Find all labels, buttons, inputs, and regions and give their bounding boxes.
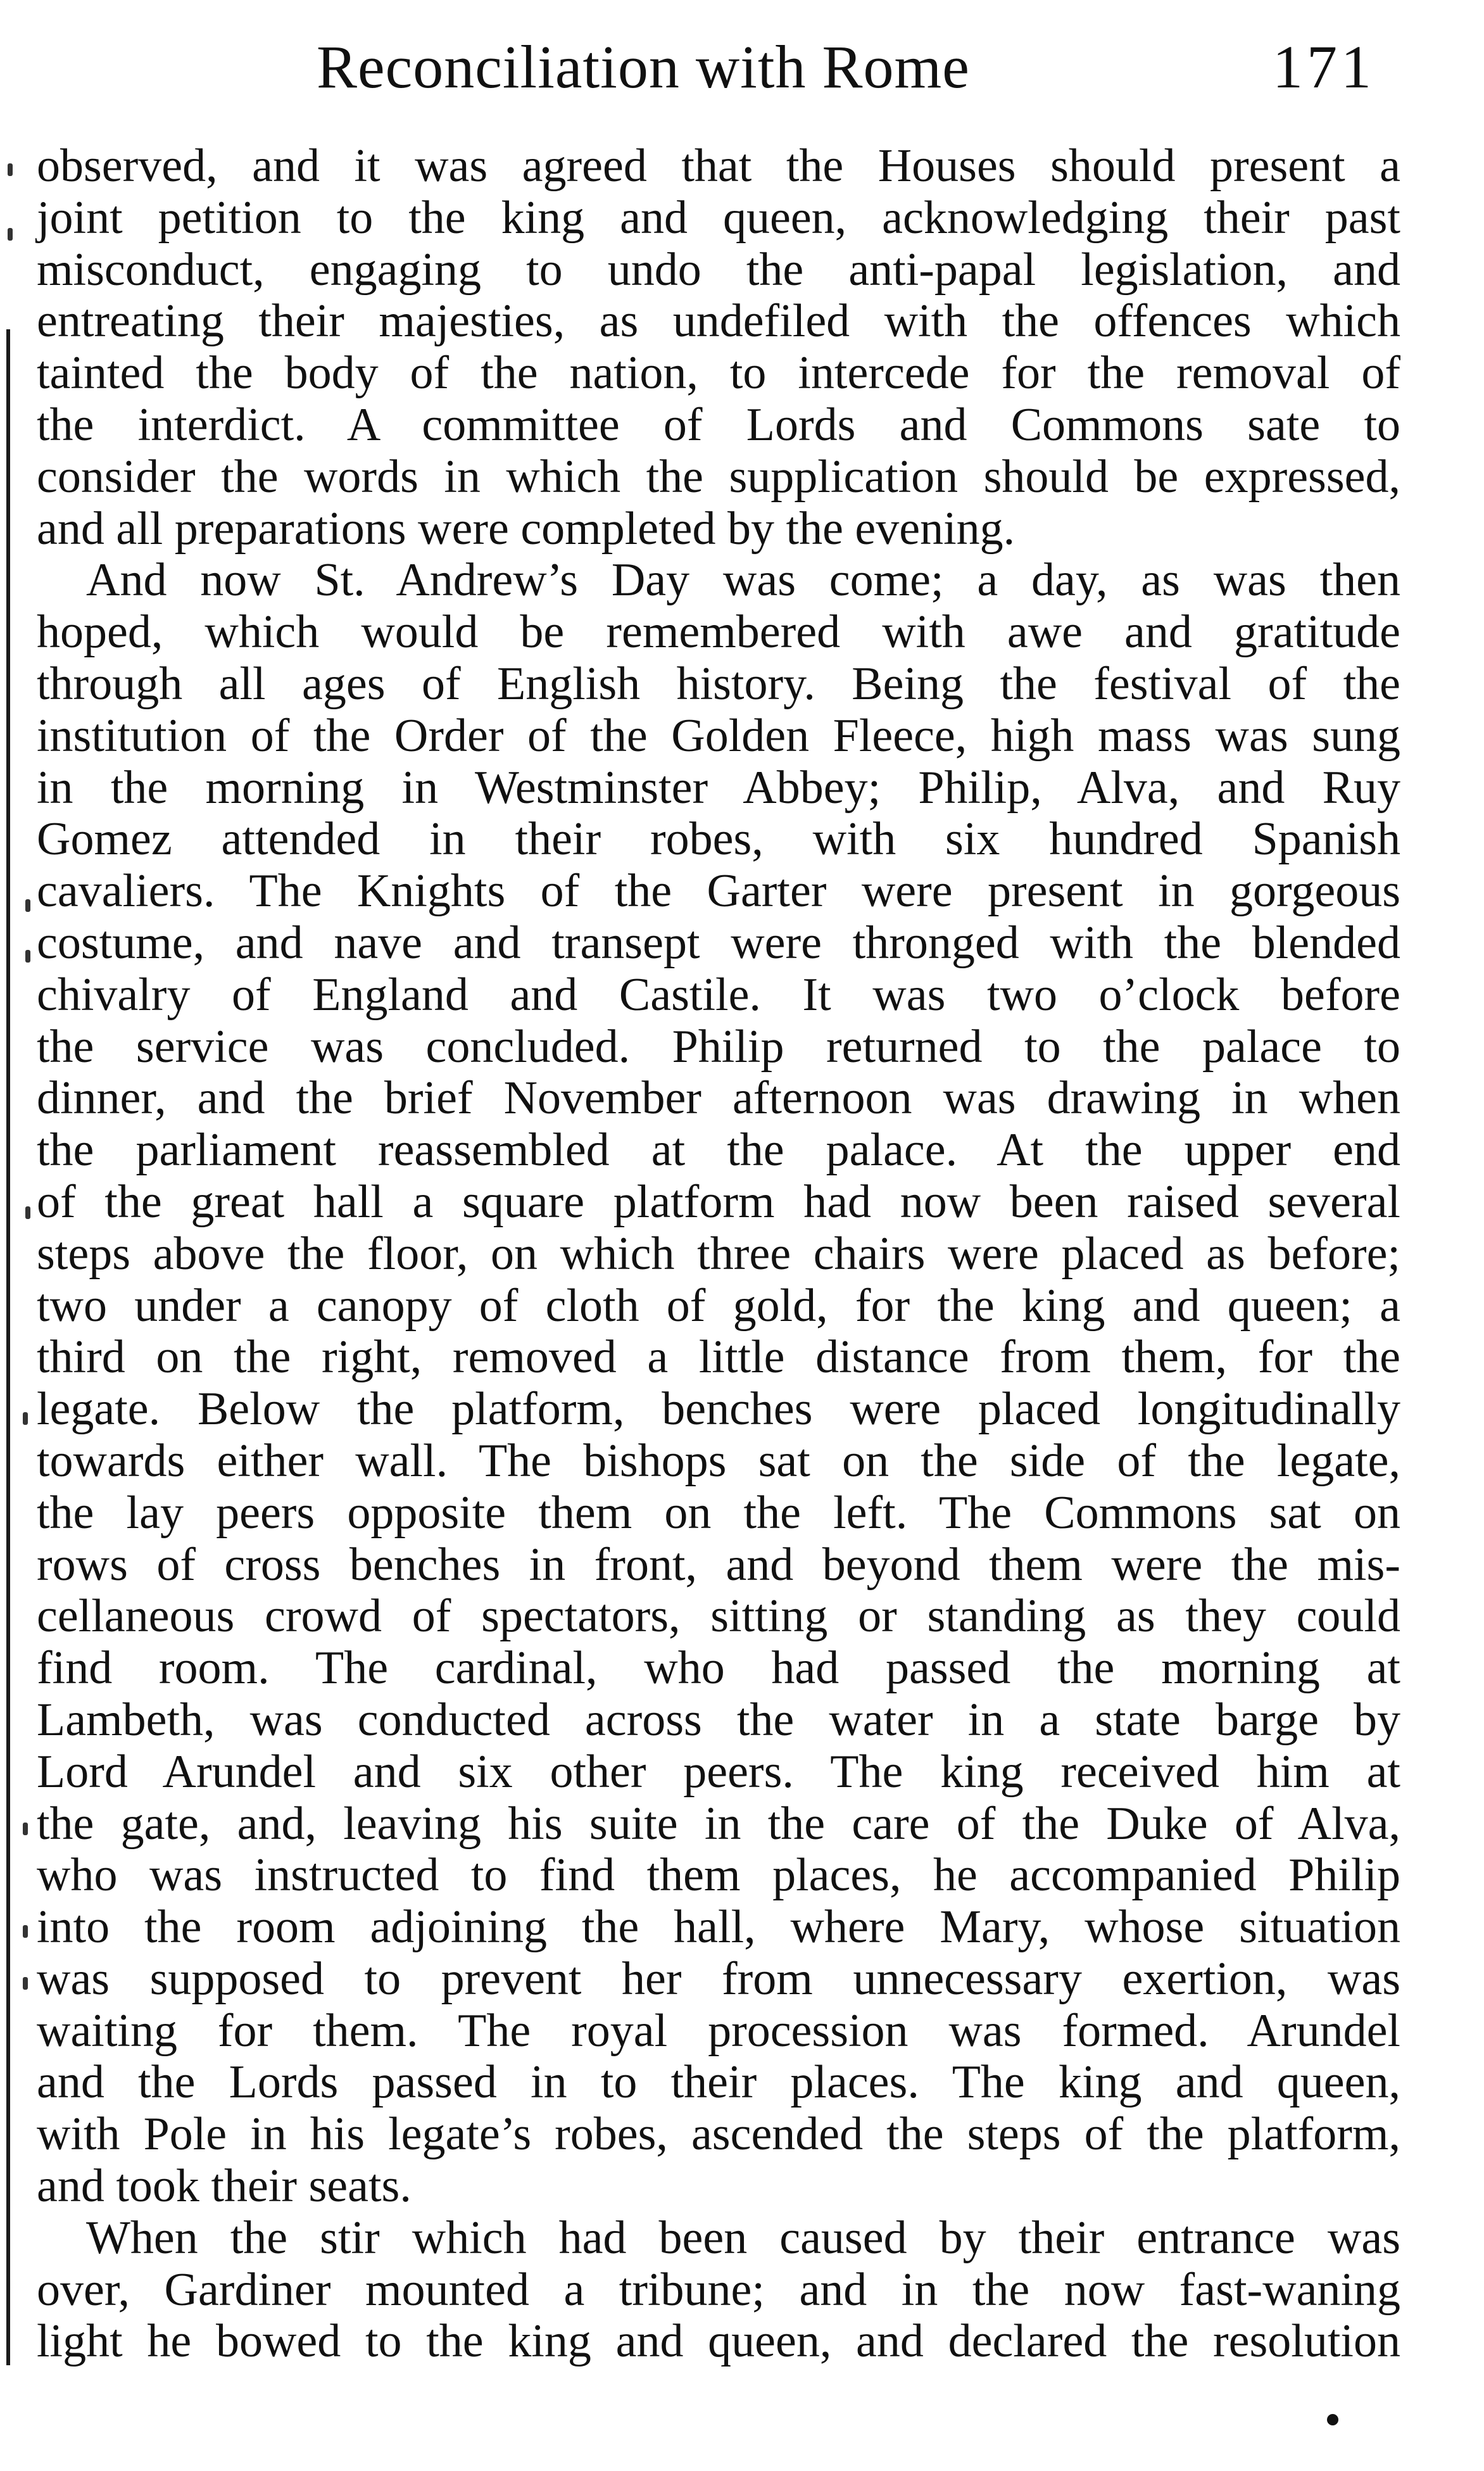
text-line: costume, and nave and transept were thronged with the blended [37,916,1400,969]
text-line: joint petition to the king and queen, acknowledging their past [37,191,1400,244]
text-line: legate. Below the platform, benches were placed longitudinally [37,1383,1400,1436]
text-line: two under a canopy of cloth of gold, for the king and queen; a [37,1279,1400,1332]
text-line: observed, and it was agreed that the Houses should present a [37,140,1400,192]
text-line: cellaneous crowd of spectators, sitting or standing as they could [37,1590,1400,1643]
text-line: over, Gardiner mounted a tribune; and in the now fast-waning [37,2263,1400,2316]
text-line: chivalry of England and Castile. It was two o’clock before [37,968,1400,1021]
text-line: And now St. Andrew’s Day was come; a day, as was then [86,554,1400,607]
text-line: of the great hall a square platform had now been raised several [37,1175,1400,1228]
text-line: into the room adjoining the hall, where Mary, whose situation [37,1901,1400,1954]
text-line: Lord Arundel and six other peers. The king received him at [37,1745,1400,1798]
text-line: hoped, which would be remembered with awe and gratitude [37,606,1400,659]
text-line: tainted the body of the nation, to intercede for the removal of [37,347,1400,400]
body-text [37,141,1400,2368]
margin-mark [8,163,13,176]
text-line: find room. The cardinal, who had passed the morning at [37,1642,1400,1695]
text-line: institution of the Order of the Golden Fleece, high mass was sung [37,709,1400,762]
text-line: towards either wall. The bishops sat on the side of the legate, [37,1434,1400,1487]
left-margin-rule [6,329,10,2365]
text-line: Gomez attended in their robes, with six hundred Spanish [37,813,1400,866]
text-line: the service was concluded. Philip returned to the palace to [37,1020,1400,1073]
margin-mark [25,1206,30,1219]
text-line: cavaliers. The Knights of the Garter were present in gorgeous [37,865,1400,918]
text-line: misconduct, engaging to undo the anti-papal legislation, and [37,243,1400,296]
text-line: the gate, and, leaving his suite in the care of the Duke of Alva, [37,1797,1400,1850]
text-line: consider the words in which the supplication should be expressed, [37,450,1400,503]
text-line: light he bowed to the king and queen, and declared the resolution [37,2315,1400,2368]
margin-mark [25,899,30,912]
text-line: was supposed to prevent her from unnecessary exertion, was [37,1952,1400,2005]
text-line: with Pole in his legate’s robes, ascended the steps of the platform, [37,2108,1400,2161]
text-line: dinner, and the brief November afternoon was drawing in when [37,1072,1400,1125]
text-line: through all ages of English history. Being the festival of the [37,657,1400,710]
text-line: and all preparations were completed by the evening. [37,502,1016,555]
text-line: Lambeth, was conducted across the water in a state barge by [37,1693,1400,1746]
text-line: rows of cross benches in front, and beyond them were the mis- [37,1538,1400,1591]
text-line: who was instructed to find them places, he accompanied Philip [37,1849,1400,1902]
text-line: and the Lords passed in to their places. The king and queen, [37,2056,1400,2109]
text-line: third on the right, removed a little distance from them, for the [37,1331,1400,1384]
margin-mark [23,1412,28,1425]
margin-mark [25,950,30,963]
text-line: the lay peers opposite them on the left. The Commons sat on [37,1486,1400,1539]
text-line: the interdict. A committee of Lords and Commons sate to [37,398,1400,451]
margin-mark [23,1977,28,1990]
text-line: entreating their majesties, as undefiled with the offences which [37,295,1400,348]
text-line: steps above the floor, on which three chairs were placed as before; [37,1227,1400,1280]
running-head [0,25,1484,108]
page-number: 171 [1273,33,1375,101]
text-line: the parliament reassembled at the palace. At the upper end [37,1124,1400,1177]
margin-mark [23,1823,28,1835]
text-line: When the stir which had been caused by their entrance was [86,2211,1400,2264]
ink-dot [1327,2414,1338,2425]
running-head-title: Reconciliation with Rome [317,33,970,101]
text-line: and took their seats. [37,2160,412,2213]
text-line: in the morning in Westminster Abbey; Philip, Alva, and Ruy [37,761,1400,814]
margin-mark [8,228,13,241]
margin-mark [23,1925,28,1938]
text-line: waiting for them. The royal procession was formed. Arundel [37,2004,1400,2057]
